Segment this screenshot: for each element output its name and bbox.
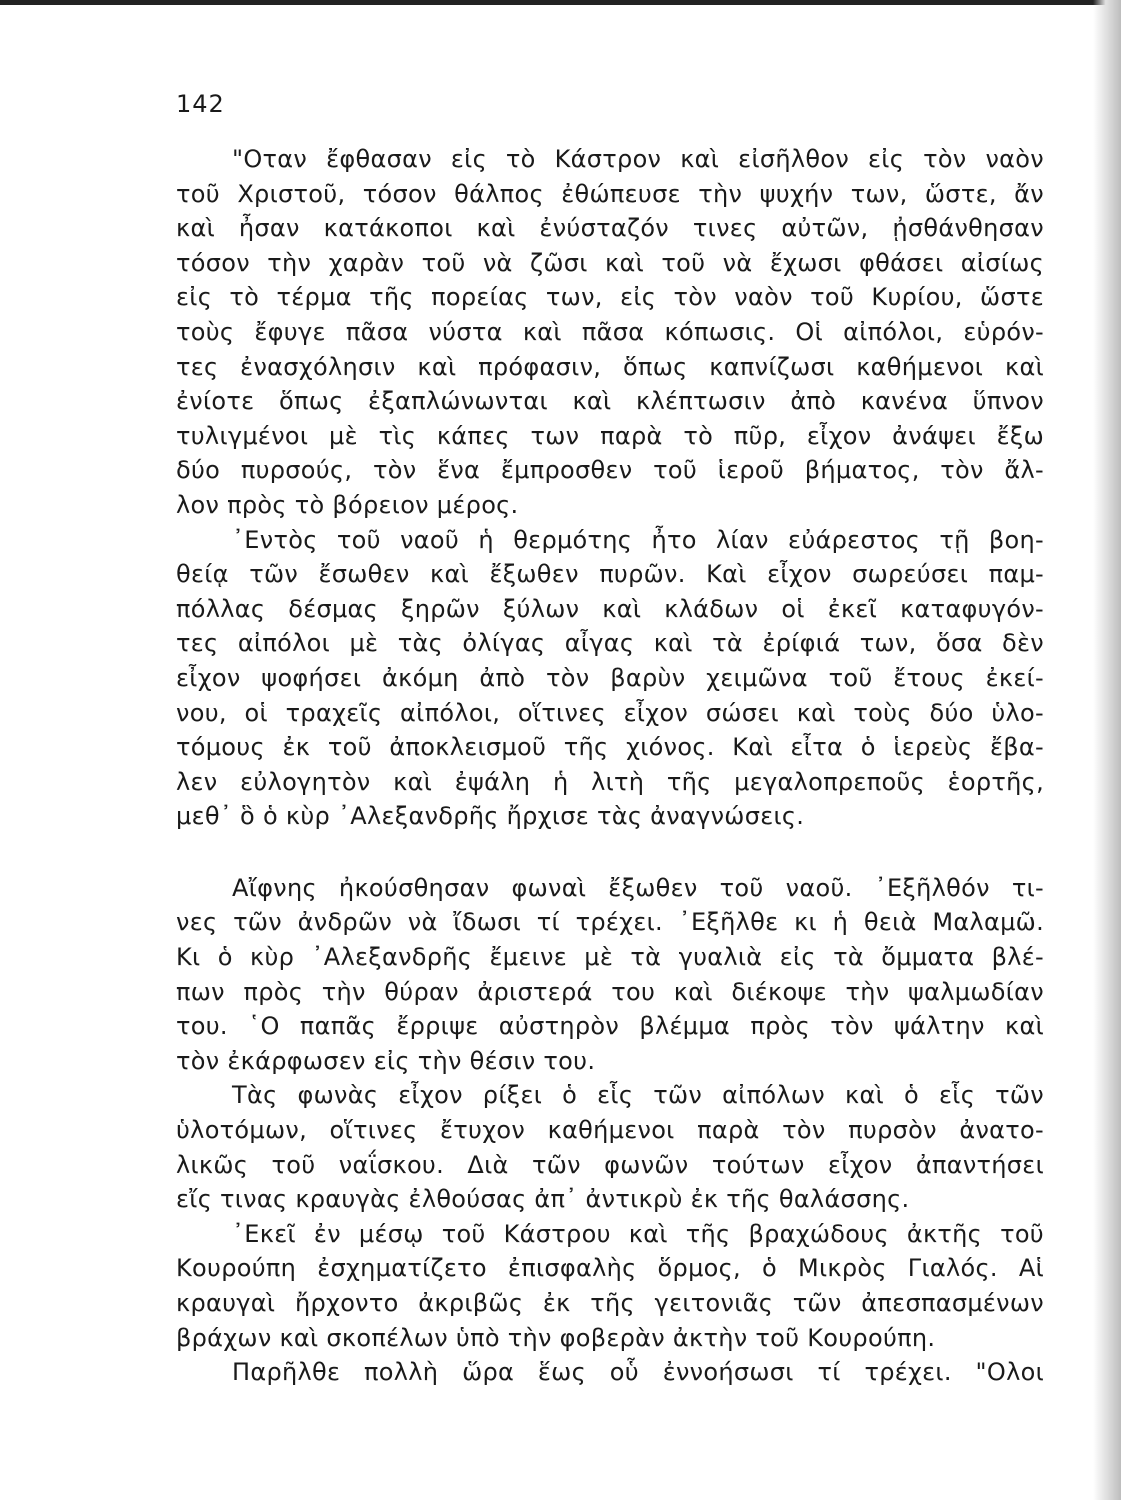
paragraph-shouts [176, 1078, 1044, 1216]
text-line: εἰς τὸ τέρμα τῆς πορείας των, εἰς τὸν ναὸν τοῦ Κυρίου, ὥστε [176, 283, 1044, 312]
text-line: Κι ὁ κὺρ ᾿Αλεξανδρῆς ἔμεινε μὲ τὰ γυαλιὰ εἰς τὰ ὄμματα βλέ- [176, 943, 1044, 972]
text-line: Αἴφνης ἠκούσθησαν φωναὶ ἔξωθεν τοῦ ναοῦ. ᾿Εξῆλθόν τι- [232, 873, 1044, 902]
text-line: "Οταν ἔφθασαν εἰς τὸ Κάστρον καὶ εἰσῆλθον εἰς τὸν ναὸν [232, 145, 1044, 173]
text-line: τες αἰπόλοι μὲ τὰς ὀλίγας αἶγας καὶ τὰ ἐρίφιά των, ὅσα δὲν [176, 629, 1044, 658]
text-line: θείᾳ τῶν ἔσωθεν καὶ ἔξωθεν πυρῶν. Καὶ εἶχον σωρεύσει παμ- [176, 560, 1044, 589]
text-line: εἶχον ψοφήσει ἀκόμη ἀπὸ τὸν βαρὺν χειμῶνα τοῦ ἔτους ἐκεί- [176, 663, 1044, 692]
text-line: δύο πυρσούς, τὸν ἕνα ἔμπροσθεν τοῦ ἱεροῦ βήματος, τὸν ἄλ- [176, 456, 1044, 485]
text-line: Κουρούπη ἐσχηματίζετο ἐπισφαλὴς ὅρμος, ὁ Μικρὸς Γιαλός. Αἱ [176, 1254, 1044, 1283]
text-line: ἐνίοτε ὅπως ἐξαπλώνωνται καὶ κλέπτωσιν ἀπὸ κανένα ὕπνον [176, 387, 1044, 416]
body-text [176, 142, 1044, 1390]
paragraph-arrival [176, 142, 1044, 523]
text-line: Τὰς φωνὰς εἶχον ρίξει ὁ εἷς τῶν αἰπόλων καὶ ὁ εἷς τῶν [232, 1081, 1044, 1110]
section-break [176, 834, 1044, 871]
page-number: 142 [176, 90, 225, 118]
text-line: τες ἐνασχόλησιν καὶ πρόφασιν, ὅπως καπνίζωσι καθήμενοι καὶ [176, 352, 1044, 381]
text-line: ὑλοτόμων, οἵτινες ἔτυχον καθήμενοι παρὰ τὸν πυρσὸν ἀνατο- [176, 1116, 1044, 1145]
text-line: ᾿Εντὸς τοῦ ναοῦ ἡ θερμότης ἦτο λίαν εὐάρεστος τῇ βοη- [232, 525, 1044, 554]
text-line: πόλλας δέσμας ξηρῶν ξύλων καὶ κλάδων οἱ ἐκεῖ καταφυγόν- [176, 594, 1044, 623]
paragraph-warmth [176, 523, 1044, 834]
text-line: τοῦ Χριστοῦ, τόσον θάλπος ἐθώπευσε τὴν ψυχήν των, ὥστε, ἄν [176, 179, 1044, 208]
text-line: του. ῾Ο παπᾶς ἔρριψε αὐστηρὸν βλέμμα πρὸς τὸν ψάλτην καὶ [176, 1012, 1044, 1041]
paragraph-cove [176, 1217, 1044, 1355]
text-line: νου, οἱ τραχεῖς αἰπόλοι, οἵτινες εἶχον σώσει καὶ τοὺς δύο ὑλο- [176, 698, 1044, 727]
text-line: λεν εὐλογητὸν καὶ ἐψάλη ἡ λιτὴ τῆς μεγαλοπρεποῦς ἑορτῆς, [176, 767, 1044, 796]
text-line: μεθ᾿ ὃ ὁ κὺρ ᾿Αλεξανδρῆς ἤρχισε τὰς ἀναγνώσεις. [176, 802, 805, 831]
text-line: λικῶς τοῦ ναΐσκου. Διὰ τῶν φωνῶν τούτων εἶχον ἀπαντήσει [176, 1150, 1044, 1179]
paragraph-voices [176, 871, 1044, 1079]
text-line: λον πρὸς τὸ βόρειον μέρος. [176, 490, 519, 519]
text-line: εἴς τινας κραυγὰς ἐλθούσας ἀπ᾿ ἀντικρὺ ἐκ τῆς θαλάσσης. [176, 1185, 910, 1214]
text-line: τὸν ἐκάρφωσεν εἰς τὴν θέσιν του. [176, 1046, 596, 1075]
text-line: καὶ ἦσαν κατάκοποι καὶ ἐνύσταζόν τινες αὐτῶν, ᾐσθάνθησαν [176, 214, 1044, 243]
text-line: τόμους ἐκ τοῦ ἀποκλεισμοῦ τῆς χιόνος. Καὶ εἶτα ὁ ἱερεὺς ἔβα- [176, 733, 1044, 762]
text-line: ᾿Εκεῖ ἐν μέσῳ τοῦ Κάστρου καὶ τῆς βραχώδους ἀκτῆς τοῦ [232, 1219, 1044, 1248]
paragraph-time-passed [176, 1355, 1044, 1390]
text-line: τυλιγμένοι μὲ τὶς κάπες των παρὰ τὸ πῦρ, εἶχον ἀνάψει ἔξω [176, 421, 1044, 450]
text-line: πων πρὸς τὴν θύραν ἀριστερά του καὶ διέκοψε τὴν ψαλμωδίαν [176, 977, 1044, 1006]
text-line: τοὺς ἔφυγε πᾶσα νύστα καὶ πᾶσα κόπωσις. Οἱ αἰπόλοι, εὑρόν- [176, 317, 1044, 346]
text-line: βράχων καὶ σκοπέλων ὑπὸ τὴν φοβερὰν ἀκτὴν τοῦ Κουρούπη. [176, 1323, 936, 1352]
text-line: κραυγαὶ ἤρχοντο ἀκριβῶς ἐκ τῆς γειτονιᾶς τῶν ἀπεσπασμένων [176, 1289, 1044, 1317]
text-line: τόσον τὴν χαρὰν τοῦ νὰ ζῶσι καὶ τοῦ νὰ ἔχωσι φθάσει αἰσίως [176, 248, 1044, 277]
text-line: Παρῆλθε πολλὴ ὥρα ἕως οὗ ἐννοήσωσι τί τρέχει. "Ολοι [232, 1358, 1044, 1387]
text-line: νες τῶν ἀνδρῶν νὰ ἴδωσι τί τρέχει. ᾿Εξῆλθε κι ἡ θειὰ Μαλαμῶ. [176, 908, 1044, 937]
